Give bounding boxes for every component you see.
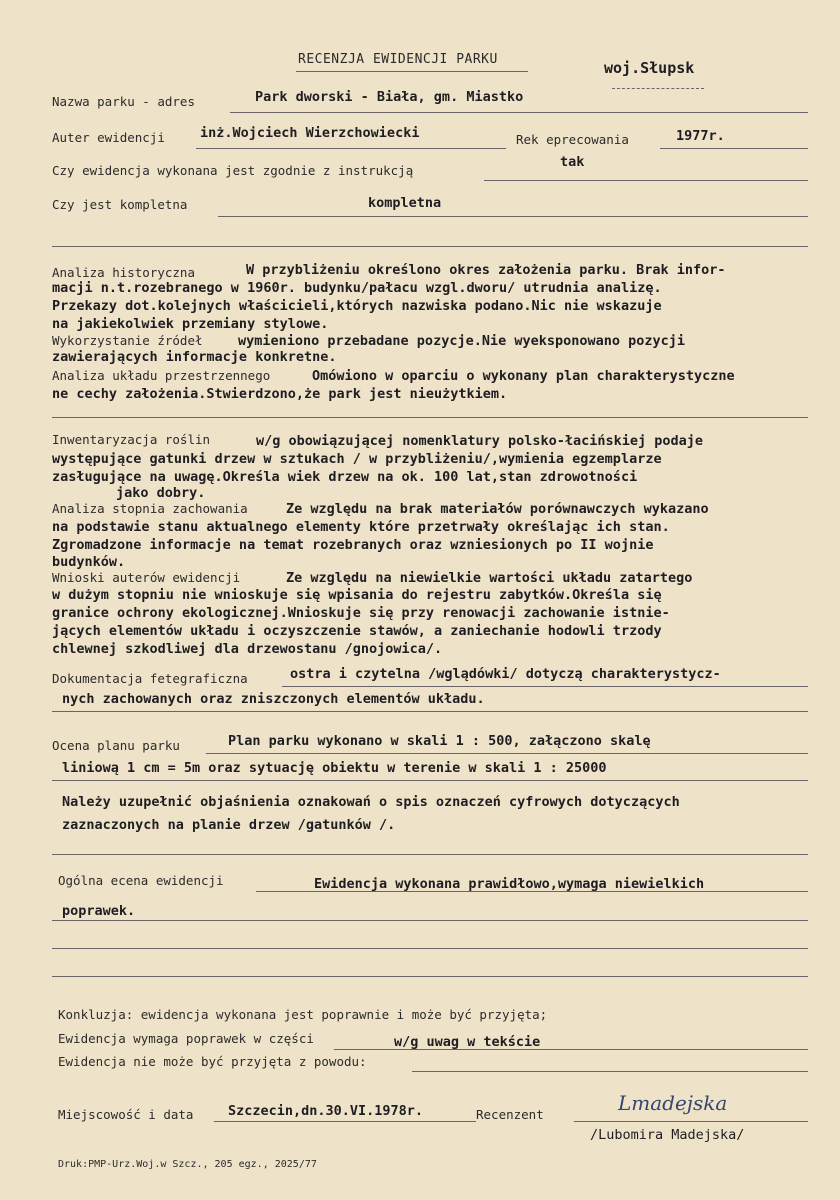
historical-line-1: W przybliżeniu określono okres założenia parku. Brak infor- bbox=[246, 262, 726, 278]
sources-line-2: zawierających informacje konkretne. bbox=[52, 349, 337, 365]
sources-label: Wykorzystanie źródeł bbox=[52, 333, 203, 348]
blank-line-4 bbox=[52, 948, 808, 949]
instruction-label: Czy ewidencja wykonana jest zgodnie z instrukcją bbox=[52, 163, 414, 178]
plants-label: Inwentaryzacja roślin bbox=[52, 432, 211, 447]
park-name-label: Nazwa parku - adres bbox=[52, 94, 195, 109]
plan-line-1: Plan parku wykonano w skali 1 : 500, załączono skalę bbox=[228, 733, 651, 749]
spatial-line-2: ne cechy założenia.Stwierdzono,że park jest nieużytkiem. bbox=[52, 386, 508, 402]
form-title: RECENZJA EWIDENCJI PARKU bbox=[298, 52, 498, 67]
spatial-line-1: Omówiono w oparciu o wykonany plan charakterystyczne bbox=[312, 368, 735, 384]
plan-line-1-rule bbox=[206, 753, 808, 754]
preservation-line-1: Ze względu na brak materiałów porównawczych wykazano bbox=[286, 501, 709, 517]
conclusion-line-1: Konkluzja: ewidencja wykonana jest poprawnie i może być przyjęta; bbox=[58, 1007, 548, 1022]
blank-line-3 bbox=[52, 854, 808, 855]
author-label: Auter ewidencji bbox=[52, 130, 165, 145]
photo-line-1-rule bbox=[282, 686, 808, 687]
place-date-label: Miejscowość i data bbox=[58, 1107, 194, 1122]
place-date-rule bbox=[214, 1121, 476, 1122]
photo-line-2: nych zachowanych oraz zniszczonych elementów układu. bbox=[62, 691, 485, 707]
plants-line-1: w/g obowiązującej nomenklatury polsko-łacińskiej podaje bbox=[256, 433, 704, 449]
year-line bbox=[660, 148, 808, 149]
preservation-line-2: na podstawie stanu aktualnego elementy które przetrwały określając ich stan. bbox=[52, 519, 670, 535]
overall-line-1-rule bbox=[256, 891, 808, 892]
author-line bbox=[196, 148, 506, 149]
complete-label: Czy jest kompletna bbox=[52, 197, 188, 212]
overall-line-2: poprawek. bbox=[62, 903, 136, 919]
overall-line-2-rule bbox=[52, 920, 808, 921]
plants-line-2: występujące gatunki drzew w sztukach / w przybliżeniu/,wymienia egzemplarze bbox=[52, 451, 662, 467]
conclusion-line-3-rule bbox=[412, 1071, 808, 1072]
plan-line-2-rule bbox=[52, 780, 808, 781]
conclusion-line-3-label: Ewidencja nie może być przyjęta z powodu: bbox=[58, 1054, 367, 1069]
conclusion-line-2-label: Ewidencja wymaga poprawek w części bbox=[58, 1031, 314, 1046]
authors-conclusions-label: Wnioski auterów ewidencji bbox=[52, 570, 241, 585]
conclusion-line-2-rule bbox=[334, 1049, 808, 1050]
conclusions-line-5: chlewnej szkodliwej dla drzewostanu /gnojowica/. bbox=[52, 641, 443, 657]
photo-line-1: ostra i czytelna /wglądówki/ dotyczą charakterystycz- bbox=[290, 666, 721, 682]
blank-line-1 bbox=[52, 246, 808, 247]
photo-label: Dokumentacja fetegraficzna bbox=[52, 671, 248, 686]
reviewer-rule bbox=[574, 1121, 808, 1122]
reviewer-name: /Lubomira Madejska/ bbox=[590, 1127, 745, 1143]
preservation-line-4: budynków. bbox=[52, 554, 126, 570]
historical-line-3: Przekazy dot.kolejnych właścicieli,których nazwiska podano.Nic nie wskazuje bbox=[52, 298, 662, 314]
historical-label: Analiza historyczna bbox=[52, 265, 195, 280]
overall-line-1: Ewidencja wykonana prawidłowo,wymaga niewielkich bbox=[314, 876, 705, 892]
blank-line-2 bbox=[52, 417, 808, 418]
conclusions-line-1: Ze względu na niewielkie wartości układu zatartego bbox=[286, 570, 693, 586]
spatial-label: Analiza układu przestrzennego bbox=[52, 368, 271, 383]
preservation-label: Analiza stopnia zachowania bbox=[52, 501, 248, 516]
voivodeship: woj.Słupsk bbox=[604, 59, 695, 77]
instruction-value: tak bbox=[560, 154, 585, 170]
park-name-value: Park dworski - Biała, gm. Miastko bbox=[255, 89, 524, 105]
reviewer-label: Recenzent bbox=[476, 1107, 544, 1122]
reviewer-signature: Lmadejska bbox=[618, 1091, 728, 1115]
conclusions-line-3: granice ochrony ekologicznej.Wnioskuje się przy renowacji zachowanie istnie- bbox=[52, 605, 670, 621]
historical-line-2: macji n.t.rozebranego w 1960r. budynku/pałacu wzgl.dworu/ utrudnia analizę. bbox=[52, 280, 662, 296]
sources-line-1: wymieniono przebadane pozycje.Nie wyeksponowano pozycji bbox=[238, 333, 686, 349]
conclusion-line-2-value: w/g uwag w tekście bbox=[394, 1034, 541, 1050]
photo-line-2-rule bbox=[52, 711, 808, 712]
title-underline bbox=[296, 71, 528, 72]
preservation-line-3: Zgromadzone informacje na temat rozebranych oraz wzniesionych po II wojnie bbox=[52, 537, 654, 553]
historical-line-4: na jakiekolwiek przemiany stylowe. bbox=[52, 316, 329, 332]
park-name-line bbox=[230, 112, 808, 113]
conclusions-line-4: jących elementów układu i oczyszczenie stawów, a zaniechanie hodowli trzody bbox=[52, 623, 662, 639]
conclusions-line-2: w dużym stopniu nie wnioskuje się wpisania do rejestru zabytków.Określa się bbox=[52, 587, 662, 603]
plan-note-2: zaznaczonych na planie drzew /gatunków /. bbox=[62, 817, 396, 833]
blank-line-5 bbox=[52, 976, 808, 977]
complete-value: kompletna bbox=[368, 195, 442, 211]
year-value: 1977r. bbox=[676, 128, 725, 144]
print-info: Druk:PMP-Urz.Woj.w Szcz., 205 egz., 2025/77 bbox=[58, 1159, 317, 1170]
plants-line-4: jako dobry. bbox=[116, 485, 206, 501]
plan-label: Ocena planu parku bbox=[52, 738, 180, 753]
year-label: Rek eprecowania bbox=[516, 132, 629, 147]
instruction-line bbox=[484, 180, 808, 181]
plan-note-1: Należy uzupełnić objaśnienia oznakowań o spis oznaczeń cyfrowych dotyczących bbox=[62, 794, 680, 810]
overall-label: Ogólna ecena ewidencji bbox=[58, 873, 224, 888]
plants-line-3: zasługujące na uwagę.Określa wiek drzew na ok. 100 lat,stan zdrowotności bbox=[52, 469, 638, 485]
place-date-value: Szczecin,dn.30.VI.1978r. bbox=[228, 1103, 424, 1119]
voivodeship-underline bbox=[612, 88, 704, 89]
complete-line bbox=[218, 216, 808, 217]
author-value: inż.Wojciech Wierzchowiecki bbox=[200, 125, 420, 141]
plan-line-2: liniową 1 cm = 5m oraz sytuację obiektu w terenie w skali 1 : 25000 bbox=[62, 760, 607, 776]
